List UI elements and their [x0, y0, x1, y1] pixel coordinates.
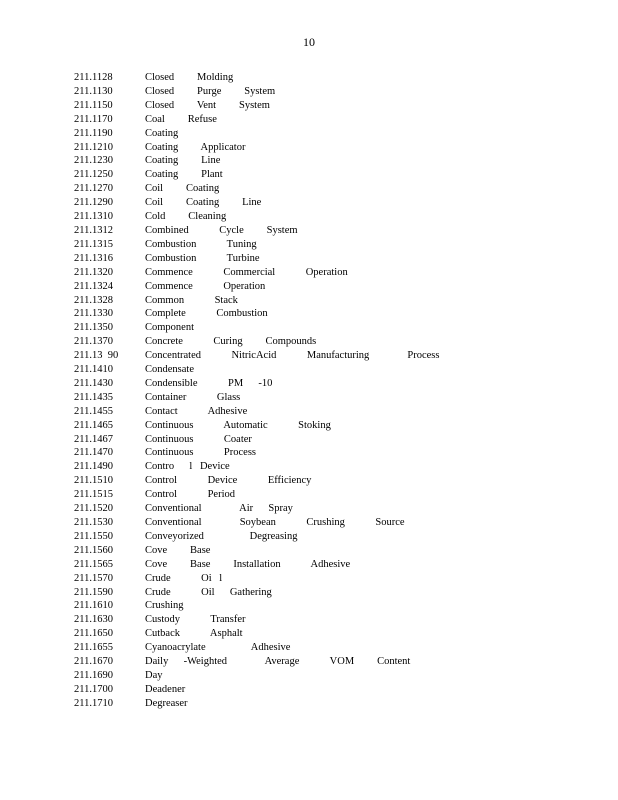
defined-term: Custody Transfer — [145, 614, 246, 626]
defined-term: Coating Line — [145, 155, 221, 167]
defined-term: Cold Cleaning — [145, 211, 227, 223]
defined-term: Coating Applicator — [145, 141, 246, 153]
defined-term: Commence Operation — [145, 280, 266, 292]
section-number: 211.1410 — [74, 364, 113, 376]
defined-term: Continuous Process — [145, 447, 257, 459]
defined-term: Cyanoacrylate Adhesive — [145, 642, 291, 654]
section-number: 211.1330 — [74, 308, 113, 320]
section-number: 211.1700 — [74, 683, 113, 695]
defined-term: Deadener — [145, 683, 186, 695]
section-number: 211.1510 — [74, 475, 113, 487]
defined-term: Concrete Curing Compounds — [145, 336, 317, 348]
section-number: 211.1515 — [74, 489, 113, 501]
defined-term: Cutback Asphalt — [145, 628, 243, 640]
section-number: 211.13 90 — [74, 350, 119, 362]
defined-term: Coil Coating Line — [145, 197, 262, 209]
section-number: 211.1550 — [74, 530, 113, 542]
section-number: 211.1655 — [74, 642, 113, 654]
section-number: 211.1435 — [74, 391, 113, 403]
defined-term: Complete Combustion — [145, 308, 268, 320]
section-number: 211.1467 — [74, 433, 113, 445]
defined-term: Control Period — [145, 489, 235, 501]
section-number: 211.1370 — [74, 336, 113, 348]
section-number: 211.1290 — [74, 197, 113, 209]
defined-term: Conveyorized Degreasing — [145, 530, 298, 542]
section-number: 211.1565 — [74, 558, 113, 570]
defined-term: Cove Base — [145, 544, 211, 556]
section-number: 211.1130 — [74, 85, 113, 97]
defined-term: Combined Cycle System — [145, 224, 298, 236]
section-number: 211.1520 — [74, 503, 113, 515]
defined-term: Control Device Efficiency — [145, 475, 312, 487]
defined-term: Condensible PM -10 — [145, 377, 273, 389]
section-number: 211.1465 — [74, 419, 113, 431]
defined-term: Closed Molding — [145, 72, 234, 83]
section-number: 211.1150 — [74, 99, 113, 111]
section-number: 211.1630 — [74, 614, 113, 626]
section-number: 211.1490 — [74, 461, 113, 473]
defined-term: Cove Base Installation Adhesive — [145, 558, 351, 570]
defined-term: Contro l Device — [145, 461, 230, 473]
defined-term: Combustion Tuning — [145, 238, 257, 250]
defined-term: Crude Oi l — [145, 572, 223, 584]
section-number: 211.1570 — [74, 572, 113, 584]
section-number: 211.1650 — [74, 628, 113, 640]
section-number: 211.1170 — [74, 113, 113, 125]
defined-term: Day — [145, 669, 163, 681]
page-number: 10 — [303, 35, 315, 49]
defined-term: Coating — [145, 127, 179, 139]
section-number: 211.1320 — [74, 266, 113, 278]
defined-term: Daily -Weighted Average VOM Content — [145, 656, 411, 668]
section-number: 211.1250 — [74, 169, 113, 181]
defined-term: Component — [145, 322, 194, 334]
defined-term: Coal Refuse — [145, 113, 217, 125]
defined-term: Degreaser — [145, 697, 188, 709]
defined-term: Commence Commercial Operation — [145, 266, 348, 278]
section-number: 211.1430 — [74, 377, 113, 389]
defined-term: Concentrated NitricAcid Manufacturing Process — [145, 350, 440, 362]
section-number: 211.1270 — [74, 183, 113, 195]
defined-term: Combustion Turbine — [145, 252, 260, 264]
defined-term: Continuous Automatic Stoking — [145, 419, 331, 431]
section-number: 211.1315 — [74, 238, 113, 250]
defined-term: Container Glass — [145, 391, 241, 403]
section-number: 211.1128 — [74, 72, 113, 83]
section-number: 211.1316 — [74, 252, 113, 264]
section-number: 211.1190 — [74, 127, 113, 139]
defined-term: Crude Oil Gathering — [145, 586, 272, 598]
section-number: 211.1560 — [74, 544, 113, 556]
section-number: 211.1670 — [74, 656, 113, 668]
section-number: 211.1324 — [74, 280, 113, 292]
section-number: 211.1610 — [74, 600, 113, 612]
section-number: 211.1350 — [74, 322, 113, 334]
section-number: 211.1455 — [74, 405, 113, 417]
section-number: 211.1690 — [74, 669, 113, 681]
section-number: 211.1312 — [74, 224, 113, 236]
defined-term: Coating Plant — [145, 169, 223, 181]
defined-term: Closed Purge System — [145, 85, 276, 97]
section-number: 211.1470 — [74, 447, 113, 459]
section-number: 211.1590 — [74, 586, 113, 598]
section-number: 211.1328 — [74, 294, 113, 306]
defined-term: Contact Adhesive — [145, 405, 248, 417]
defined-term: Crushing — [145, 600, 184, 612]
section-number: 211.1710 — [74, 697, 113, 709]
section-number: 211.1310 — [74, 211, 113, 223]
defined-term: Conventional Air Spray — [145, 503, 293, 515]
defined-term: Closed Vent System — [145, 99, 270, 111]
defined-term: Coil Coating — [145, 183, 220, 195]
defined-term: Common Stack — [145, 294, 238, 306]
section-number: 211.1530 — [74, 517, 113, 528]
defined-term: Conventional Soybean Crushing Source — [145, 517, 405, 528]
defined-term: Continuous Coater — [145, 433, 252, 445]
section-number: 211.1230 — [74, 155, 113, 167]
defined-term: Condensate — [145, 364, 194, 376]
section-number: 211.1210 — [74, 141, 113, 153]
